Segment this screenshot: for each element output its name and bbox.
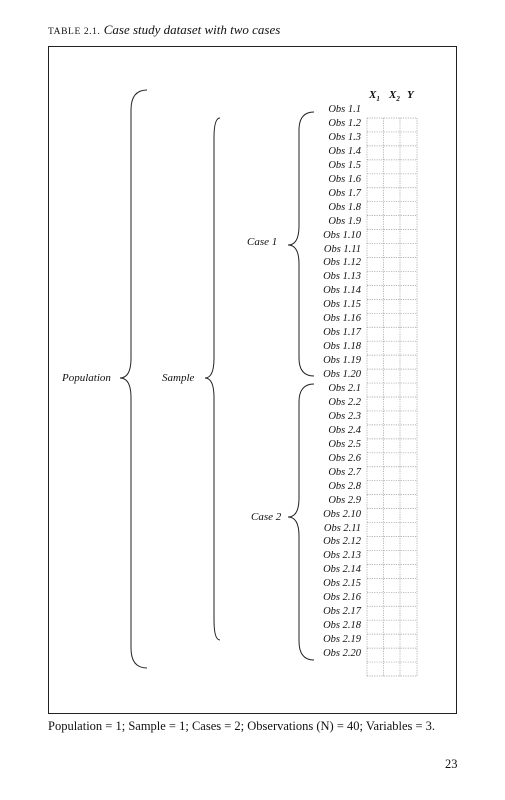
table-footnote: Population = 1; Sample = 1; Cases = 2; Observations (N) = 40; Variables = 3.	[48, 719, 436, 733]
observation-label: Obs 2.1	[328, 383, 361, 394]
observation-label: Obs 1.1	[328, 104, 361, 115]
observation-label: Obs 1.6	[328, 173, 361, 185]
observation-label: Obs 2.19	[323, 634, 361, 646]
page-number: 23	[445, 757, 458, 771]
observation-label: Obs 1.10	[323, 229, 361, 241]
observation-label: Obs 1.15	[323, 299, 361, 311]
observation-label: Obs 2.8	[328, 480, 361, 492]
column-header-x1: $X_1$	[369, 89, 380, 104]
observation-label: Obs 2.20	[323, 648, 361, 660]
observation-label: Obs 2.18	[323, 620, 361, 632]
observation-label: Obs 1.13	[323, 271, 361, 283]
observation-label: Obs 1.3	[328, 131, 361, 143]
observation-label: Obs 2.3	[328, 410, 361, 422]
observation-label: Obs 1.4	[328, 145, 361, 157]
observation-label: Obs 1.19	[323, 355, 361, 367]
observation-label: Obs 2.4	[328, 424, 361, 436]
observation-label: Obs 2.14	[323, 564, 361, 576]
observation-label: Obs 2.11	[323, 522, 361, 534]
observation-label: Obs 1.16	[323, 313, 361, 325]
column-header-x2: $X_2$	[389, 89, 400, 104]
observation-label: Obs 1.20	[323, 369, 361, 381]
observation-label: Obs 1.8	[328, 201, 361, 213]
observation-label: Obs 1.17	[323, 327, 361, 339]
observation-label: Obs 2.16	[323, 592, 361, 604]
observation-label: Obs 2.6	[328, 452, 361, 464]
case1-label: Case 1	[247, 236, 278, 248]
observation-label: Obs 2.10	[323, 508, 361, 520]
observation-label: Obs 2.17	[323, 606, 361, 618]
sample-label: Sample	[162, 372, 195, 384]
observation-label: Obs 2.12	[323, 536, 361, 548]
case2-label: Case 2	[251, 511, 282, 523]
observation-label: Obs 2.9	[328, 494, 361, 506]
population-label: Population	[62, 372, 111, 384]
table-title: Case study dataset with two cases	[103, 22, 281, 37]
observation-label: Obs 2.2	[328, 396, 361, 408]
observation-label: Obs 1.12	[323, 257, 361, 269]
observation-label: Obs 1.11	[323, 243, 361, 255]
observation-label: Obs 1.9	[328, 215, 361, 227]
observation-label: Obs 1.14	[323, 285, 361, 297]
observation-label: Obs 2.13	[323, 550, 361, 562]
observation-label: Obs 1.5	[328, 159, 361, 171]
observation-label: Obs 1.7	[328, 187, 361, 199]
table-label: TABLE 2.1.	[48, 27, 101, 37]
observation-label: Obs 1.2	[328, 117, 361, 129]
observation-label: Obs 2.15	[323, 578, 361, 590]
observation-label: Obs 1.18	[323, 341, 361, 353]
observation-label: Obs 2.7	[328, 466, 361, 478]
column-header-y: Y	[407, 89, 414, 101]
observation-label: Obs 2.5	[328, 438, 361, 450]
